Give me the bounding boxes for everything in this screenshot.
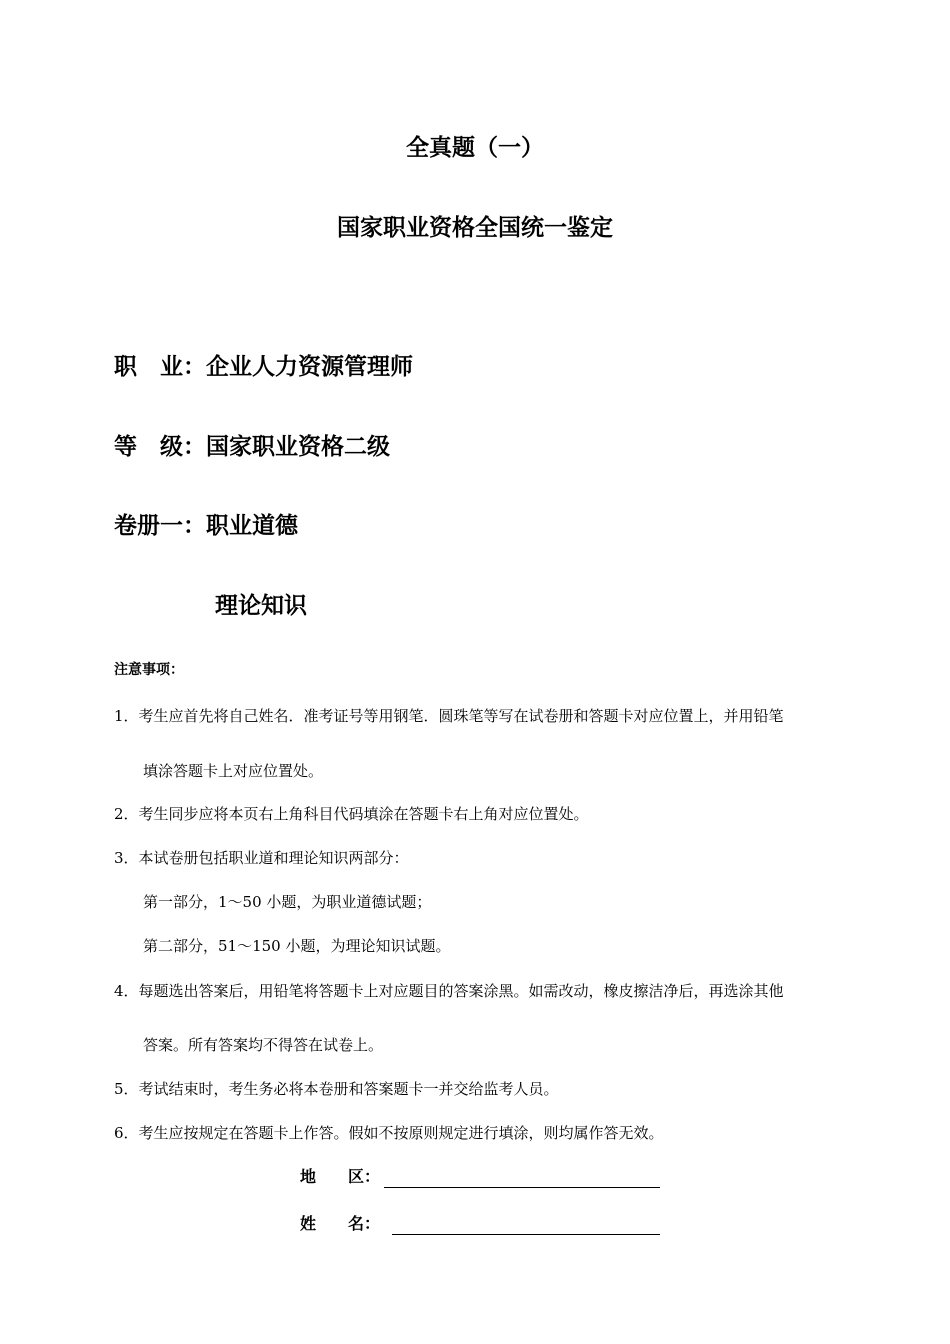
- notice-line: 6．考生应按规定在答题卡上作答。假如不按原则规定进行填涂，则均属作答无效。: [114, 1124, 664, 1142]
- notice-line: 第二部分，51～150 小题，为理论知识试题。: [143, 937, 451, 955]
- name-field: [300, 1213, 660, 1235]
- region-field: [300, 1166, 660, 1188]
- region-input-line[interactable]: [384, 1169, 660, 1188]
- notice-heading: 注意事项：: [114, 662, 184, 678]
- notice-line: 5．考试结束时，考生务必将本卷册和答案题卡一并交给监考人员。: [114, 1080, 559, 1098]
- notice-line: 1．考生应首先将自己姓名．准考证号等用钢笔．圆珠笔等写在试卷册和答题卡对应位置上，并用铅笔: [114, 707, 784, 725]
- page-subtitle: 国家职业资格全国统一鉴定: [337, 215, 613, 241]
- level-field: [114, 433, 390, 461]
- occupation-value: 企业人力资源管理师: [206, 354, 413, 380]
- volume-value-theory: 理论知识: [215, 593, 307, 619]
- notice-line: 第一部分，1～50 小题，为职业道德试题；: [143, 893, 432, 911]
- occupation-field: [114, 353, 413, 381]
- volume-value-ethics: 职业道德: [206, 513, 298, 539]
- name-input-line[interactable]: [392, 1216, 660, 1235]
- volume-field: [114, 512, 298, 540]
- occupation-label: 职 业：: [114, 354, 206, 380]
- notice-line: 2．考生同步应将本页右上角科目代码填涂在答题卡右上角对应位置处。: [114, 805, 589, 823]
- notice-line: 4．每题选出答案后，用铅笔将答题卡上对应题目的答案涂黑。如需改动，橡皮擦洁净后，再选涂其他: [114, 982, 784, 1000]
- level-value: 国家职业资格二级: [206, 434, 390, 460]
- region-label: 地 区：: [300, 1167, 381, 1186]
- level-label: 等 级：: [114, 434, 206, 460]
- notice-line: 3．本试卷册包括职业道和理论知识两部分：: [114, 849, 409, 867]
- notice-line: 答案。所有答案均不得答在试卷上。: [143, 1036, 384, 1054]
- page-title: 全真题（一）: [406, 135, 544, 161]
- notice-line: 填涂答题卡上对应位置处。: [143, 762, 324, 780]
- volume-label: 卷册一：: [114, 513, 206, 539]
- name-label: 姓 名：: [300, 1214, 381, 1233]
